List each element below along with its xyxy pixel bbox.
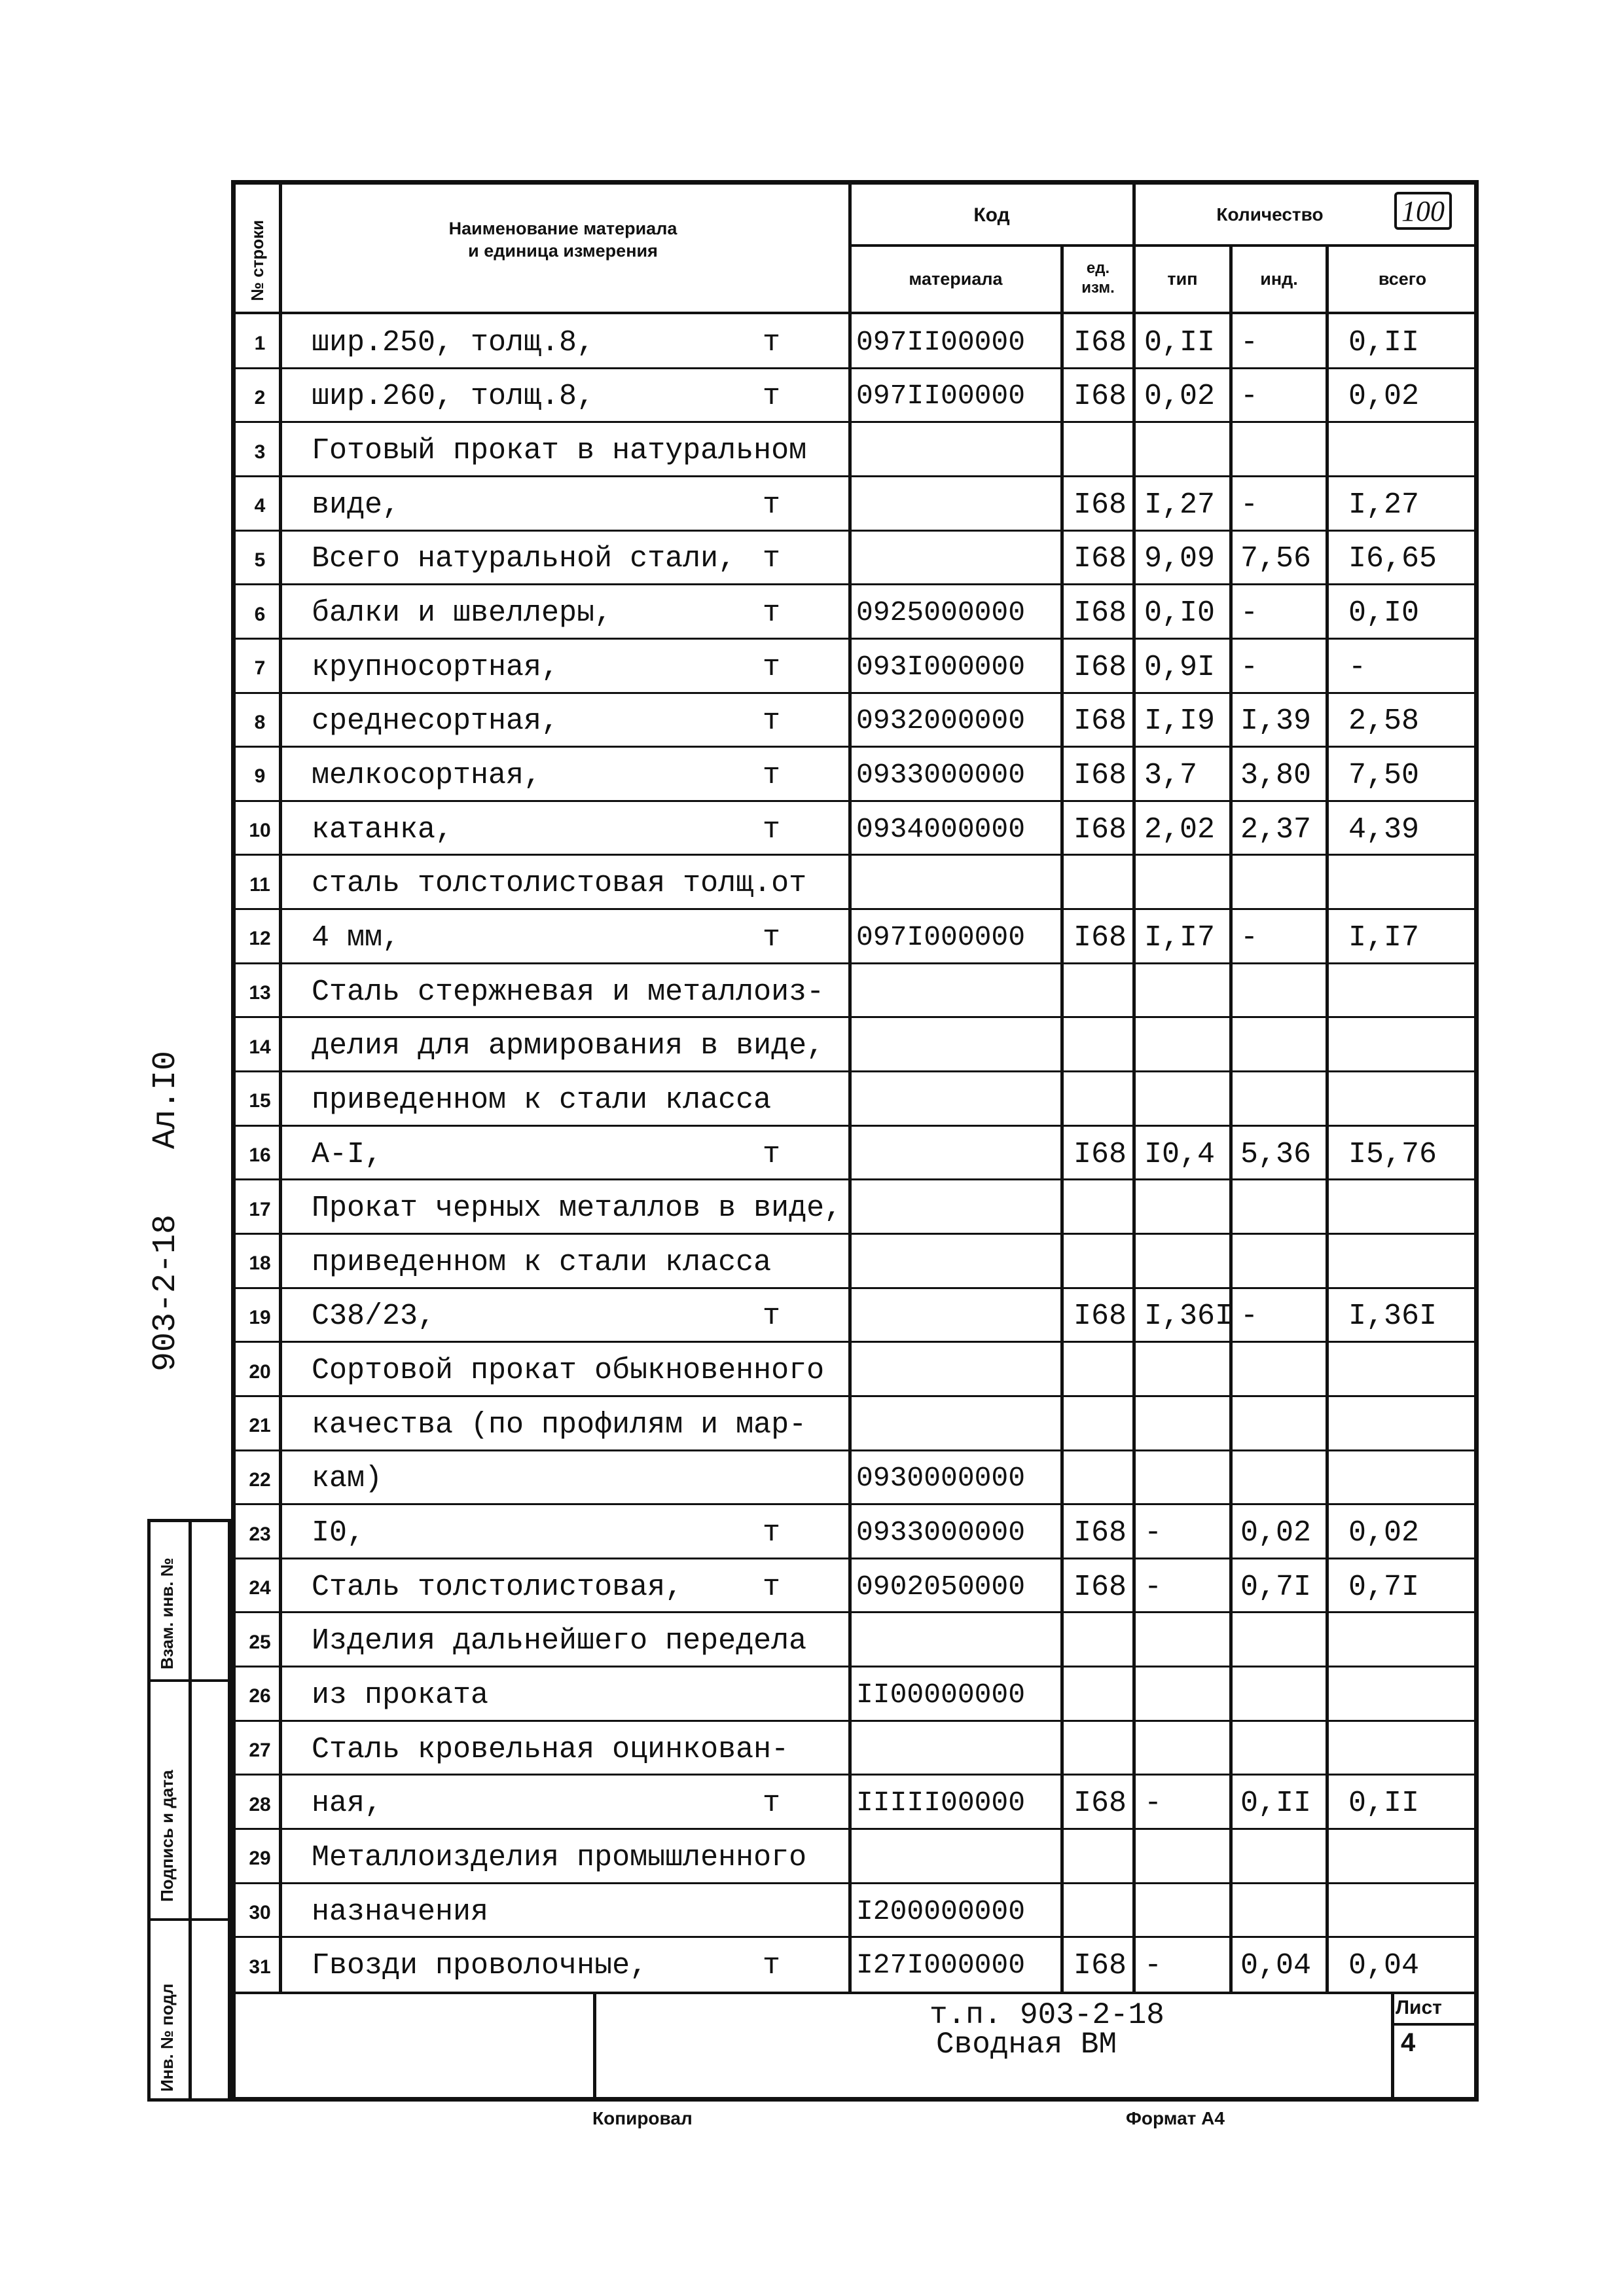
cell-code: I200000000	[856, 1895, 1026, 1927]
col-line-tip	[1229, 246, 1233, 1994]
header-bottom	[231, 312, 1479, 314]
cell-n: 15	[249, 1090, 271, 1112]
cell-n: 6	[254, 603, 266, 625]
stamp-inv-replace: Взам. инв. №	[157, 1558, 177, 1669]
col-line-code-mat	[1060, 246, 1064, 1994]
cell-name: Изделия дальнейшего передела	[312, 1624, 807, 1658]
cell-ind: -	[1240, 325, 1259, 359]
cell-n: 1	[254, 333, 266, 355]
row-separator	[231, 854, 1479, 856]
footer-copied: Копировал	[592, 2108, 693, 2128]
header-code-unit: ед. изм.	[1081, 259, 1115, 297]
cell-code: 0930000000	[856, 1462, 1026, 1495]
cell-n: 7	[254, 657, 266, 680]
cell-name: ная,	[312, 1787, 383, 1821]
title-block-divider-right	[1391, 1992, 1394, 2102]
header-quantity: Количество	[1216, 204, 1324, 225]
cell-total: I,27	[1348, 488, 1420, 522]
cell-name: виде,	[312, 488, 401, 522]
cell-n: 29	[249, 1848, 271, 1870]
stamp-sep-2	[147, 1918, 231, 1921]
cell-name: балки и швеллеры,	[312, 596, 613, 630]
cell-total: -	[1348, 650, 1367, 684]
cell-total: 4,39	[1348, 812, 1420, 847]
cell-n: 8	[254, 711, 266, 733]
row-separator	[231, 421, 1479, 423]
row-separator	[231, 1341, 1479, 1343]
cell-n: 18	[249, 1252, 271, 1275]
cell-unit: т	[763, 488, 781, 522]
cell-ed: I68	[1074, 812, 1127, 847]
stamp-sign-date: Подпись и дата	[157, 1770, 177, 1902]
cell-unit: т	[763, 1787, 781, 1821]
cell-name: С38/23,	[312, 1300, 436, 1334]
cell-ind: -	[1240, 920, 1259, 955]
cell-name: делия для армирования в виде,	[312, 1029, 825, 1063]
cell-n: 21	[249, 1415, 271, 1437]
cell-n: 20	[249, 1360, 271, 1383]
stamp-column-divider	[189, 1519, 192, 2102]
cell-name: приведенном к стали класса	[312, 1245, 772, 1279]
title-block-divider-left	[593, 1992, 596, 2102]
header-qty-ind: инд.	[1260, 269, 1298, 289]
cell-n: 4	[254, 495, 266, 517]
cell-name: шир.250, толщ.8,	[312, 325, 595, 359]
cell-code: 0934000000	[856, 812, 1026, 845]
cell-ed: I68	[1074, 1516, 1127, 1550]
title-sheet-number: 4	[1401, 2028, 1416, 2057]
row-separator	[231, 530, 1479, 532]
cell-name: 4 мм,	[312, 920, 401, 955]
title-sheet-sep	[1391, 2023, 1479, 2026]
cell-total: 0,II	[1348, 325, 1420, 359]
cell-ed: I68	[1074, 380, 1127, 414]
cell-code: 097II00000	[856, 325, 1026, 358]
cell-total: 0,I0	[1348, 596, 1420, 630]
row-separator	[231, 475, 1479, 477]
cell-unit: т	[763, 1570, 781, 1604]
header-code: Код	[973, 204, 1010, 226]
cell-name: Сталь стержневая и металлоиз-	[312, 975, 825, 1009]
cell-ind: 0,7I	[1240, 1570, 1312, 1604]
cell-ed: I68	[1074, 325, 1127, 359]
cell-tip: -	[1144, 1570, 1163, 1604]
cell-tip: I0,4	[1144, 1137, 1216, 1171]
cell-total: 0,04	[1348, 1949, 1420, 1983]
row-separator	[231, 367, 1479, 369]
cell-name: Всего натуральной стали,	[312, 542, 736, 576]
cell-n: 10	[249, 820, 271, 842]
cell-name: Сталь толстолистовая,	[312, 1570, 683, 1604]
header-row-number: № строки	[247, 219, 267, 301]
header-subline	[848, 244, 1479, 247]
cell-n: 2	[254, 386, 266, 409]
cell-code: I27I000000	[856, 1949, 1026, 1982]
cell-tip: I,36I	[1144, 1300, 1233, 1334]
title-block-top	[231, 1992, 1479, 1994]
cell-name: Прокат черных металлов в виде,	[312, 1192, 842, 1226]
row-separator	[231, 1449, 1479, 1451]
cell-ind: -	[1240, 488, 1259, 522]
cell-name: катанка,	[312, 812, 454, 847]
header-qty-total: всего	[1378, 269, 1427, 289]
cell-n: 12	[249, 928, 271, 950]
cell-ind: 0,04	[1240, 1949, 1312, 1983]
cell-ind: 2,37	[1240, 812, 1312, 847]
row-separator	[231, 692, 1479, 694]
row-separator	[231, 583, 1479, 585]
cell-code: 093I000000	[856, 650, 1026, 683]
cell-unit: т	[763, 1516, 781, 1550]
cell-code: IIIII00000	[856, 1787, 1026, 1819]
cell-tip: -	[1144, 1516, 1163, 1550]
cell-name: крупносортная,	[312, 650, 560, 684]
cell-total: 0,02	[1348, 380, 1420, 414]
row-separator	[231, 1125, 1479, 1127]
cell-n: 22	[249, 1468, 271, 1491]
cell-code: 0925000000	[856, 596, 1026, 629]
row-separator	[231, 1720, 1479, 1722]
cell-unit: т	[763, 1300, 781, 1334]
row-separator	[231, 1774, 1479, 1776]
row-separator	[231, 638, 1479, 640]
cell-unit: т	[763, 1949, 781, 1983]
header-name: Наименование материала и единица измерения	[448, 219, 677, 261]
row-separator	[231, 1936, 1479, 1938]
cell-code: 0933000000	[856, 1516, 1026, 1549]
cell-n: 13	[249, 982, 271, 1004]
cell-code: 097I000000	[856, 920, 1026, 953]
title-project: т.п. 903-2-18	[929, 1998, 1164, 2032]
cell-name: Сортовой прокат обыкновенного	[312, 1354, 825, 1388]
cell-tip: 0,II	[1144, 325, 1216, 359]
stamp-inv-original: Инв. № подл	[157, 1983, 177, 2092]
cell-name: Сталь кровельная оцинкован-	[312, 1732, 789, 1766]
row-separator	[231, 908, 1479, 910]
row-separator	[231, 800, 1479, 802]
cell-unit: т	[763, 380, 781, 414]
cell-n: 17	[249, 1198, 271, 1220]
cell-total: 0,7I	[1348, 1570, 1420, 1604]
cell-tip: 9,09	[1144, 542, 1216, 576]
cell-unit: т	[763, 812, 781, 847]
cell-ind: -	[1240, 1300, 1259, 1334]
cell-n: 27	[249, 1740, 271, 1762]
title-sheet-label: Лист	[1396, 1997, 1442, 2018]
cell-unit: т	[763, 325, 781, 359]
cell-unit: т	[763, 758, 781, 792]
row-separator	[231, 1611, 1479, 1613]
margin-album: Ал.I0	[147, 1050, 185, 1149]
cell-n: 23	[249, 1523, 271, 1545]
cell-name: Металлоизделия промышленного	[312, 1840, 807, 1874]
cell-ind: 7,56	[1240, 542, 1312, 576]
cell-n: 11	[249, 873, 270, 896]
cell-n: 14	[249, 1036, 271, 1058]
cell-unit: т	[763, 1137, 781, 1171]
cell-n: 3	[254, 441, 266, 463]
cell-unit: т	[763, 596, 781, 630]
cell-ind: I,39	[1240, 704, 1312, 738]
row-separator	[231, 1666, 1479, 1667]
cell-ind: 3,80	[1240, 758, 1312, 792]
cell-n: 9	[254, 765, 266, 788]
cell-tip: I,27	[1144, 488, 1216, 522]
cell-ed: I68	[1074, 542, 1127, 576]
cell-unit: т	[763, 704, 781, 738]
cell-total: I,I7	[1348, 920, 1420, 955]
row-separator	[231, 1558, 1479, 1559]
cell-ed: I68	[1074, 650, 1127, 684]
row-separator	[231, 746, 1479, 748]
row-separator	[231, 1070, 1479, 1072]
cell-name: А-I,	[312, 1137, 383, 1171]
cell-code: 0902050000	[856, 1570, 1026, 1603]
cell-unit: т	[763, 920, 781, 955]
cell-total: 2,58	[1348, 704, 1420, 738]
cell-tip: 3,7	[1144, 758, 1198, 792]
sheet-number-mark: 100	[1394, 192, 1452, 230]
cell-ind: 0,02	[1240, 1516, 1312, 1550]
row-separator	[231, 1503, 1479, 1505]
cell-tip: 2,02	[1144, 812, 1216, 847]
title-doc-name: Сводная ВМ	[936, 2028, 1117, 2062]
header-qty-type: тип	[1167, 269, 1198, 289]
cell-tip: 0,9I	[1144, 650, 1216, 684]
stamp-sep-1	[147, 1679, 231, 1682]
cell-name: назначения	[312, 1895, 489, 1929]
cell-tip: I,I9	[1144, 704, 1216, 738]
cell-n: 30	[249, 1902, 271, 1924]
cell-total: I,36I	[1348, 1300, 1437, 1334]
cell-code: 0933000000	[856, 758, 1026, 791]
cell-total: 7,50	[1348, 758, 1420, 792]
cell-n: 31	[249, 1956, 271, 1978]
cell-n: 26	[249, 1685, 271, 1707]
cell-ed: I68	[1074, 920, 1127, 955]
cell-n: 16	[249, 1144, 271, 1166]
row-separator	[231, 1178, 1479, 1180]
cell-ind: -	[1240, 380, 1259, 414]
cell-name: сталь толстолистовая толщ.от	[312, 867, 807, 901]
cell-code: 0932000000	[856, 704, 1026, 737]
cell-ind: -	[1240, 596, 1259, 630]
cell-total: I6,65	[1348, 542, 1437, 576]
cell-tip: I,I7	[1144, 920, 1216, 955]
cell-name: мелкосортная,	[312, 758, 542, 792]
row-separator	[231, 1016, 1479, 1018]
row-separator	[231, 1395, 1479, 1397]
cell-total: 0,II	[1348, 1787, 1420, 1821]
cell-n: 19	[249, 1306, 271, 1328]
cell-name: кам)	[312, 1462, 383, 1496]
cell-code: 097II00000	[856, 380, 1026, 412]
cell-name: приведенном к стали класса	[312, 1083, 772, 1117]
row-separator	[231, 1882, 1479, 1884]
cell-ed: I68	[1074, 758, 1127, 792]
cell-n: 5	[254, 549, 266, 571]
cell-total: I5,76	[1348, 1137, 1437, 1171]
cell-unit: т	[763, 650, 781, 684]
row-separator	[231, 962, 1479, 964]
cell-ind: -	[1240, 650, 1259, 684]
cell-name: шир.260, толщ.8,	[312, 380, 595, 414]
cell-ed: I68	[1074, 1137, 1127, 1171]
row-separator	[231, 1233, 1479, 1235]
cell-ed: I68	[1074, 1949, 1127, 1983]
cell-n: 25	[249, 1631, 271, 1653]
row-separator	[231, 1287, 1479, 1289]
cell-ed: I68	[1074, 488, 1127, 522]
footer-format: Формат А4	[1126, 2108, 1225, 2128]
cell-ed: I68	[1074, 1787, 1127, 1821]
cell-ind: 0,II	[1240, 1787, 1312, 1821]
cell-code: II00000000	[856, 1678, 1026, 1711]
cell-n: 24	[249, 1577, 271, 1599]
header-code-material: материала	[909, 269, 1003, 289]
cell-name: качества (по профилям и мар-	[312, 1408, 807, 1442]
col-line-ind	[1326, 246, 1329, 1994]
margin-project: 903-2-18	[147, 1214, 185, 1372]
cell-name: из проката	[312, 1678, 489, 1712]
cell-tip: -	[1144, 1787, 1163, 1821]
cell-ed: I68	[1074, 1570, 1127, 1604]
cell-n: 28	[249, 1793, 271, 1815]
cell-name: I0,	[312, 1516, 365, 1550]
cell-tip: 0,I0	[1144, 596, 1216, 630]
cell-unit: т	[763, 542, 781, 576]
cell-name: Гвозди проволочные,	[312, 1949, 648, 1983]
cell-total: 0,02	[1348, 1516, 1420, 1550]
row-separator	[231, 1828, 1479, 1830]
cell-ed: I68	[1074, 1300, 1127, 1334]
cell-ed: I68	[1074, 704, 1127, 738]
cell-tip: -	[1144, 1949, 1163, 1983]
cell-tip: 0,02	[1144, 380, 1216, 414]
cell-name: среднесортная,	[312, 704, 560, 738]
cell-ind: 5,36	[1240, 1137, 1312, 1171]
cell-name: Готовый прокат в натуральном	[312, 434, 807, 468]
cell-ed: I68	[1074, 596, 1127, 630]
